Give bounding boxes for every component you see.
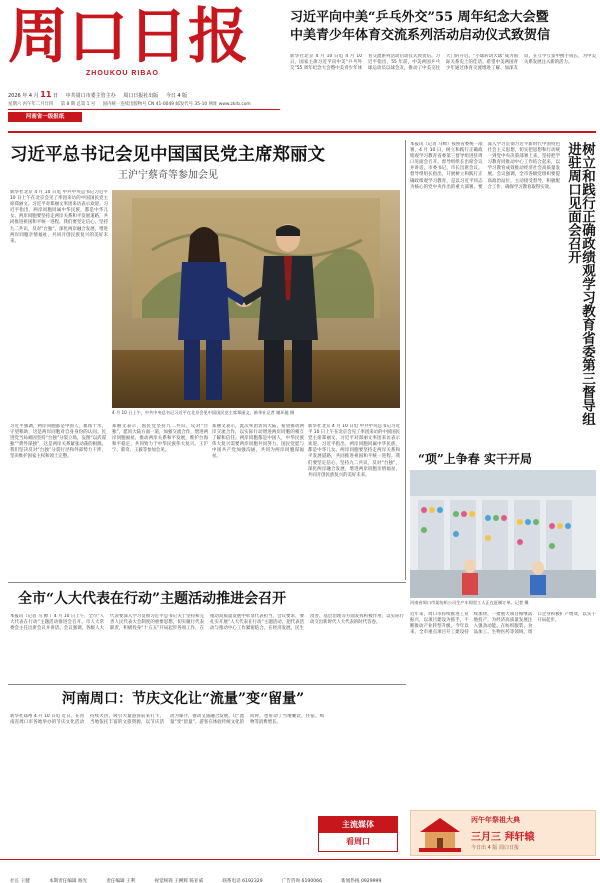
footer-item: 广告咨询 6190066 <box>281 879 323 883</box>
spring-headline: “项”上争春 实干开局 <box>418 452 532 466</box>
lead-photo-image <box>112 190 400 408</box>
masthead-logo: 周口日报 <box>8 2 248 72</box>
provincial-tag: 河南省一级报纸 <box>8 112 82 122</box>
mainstream-media-badge <box>318 816 398 852</box>
column-divider <box>405 140 406 580</box>
right-col-headline: 树立和践行正确政绩观学习教育省委第三督导组进驻周口见面会召开 <box>565 142 595 426</box>
issue-number: 第 8 期 总第 1 号 <box>60 102 96 107</box>
lead-photo-caption: 4 月 10 日上午，中共中央总书记习近平在北京会见中国国民党主席郑丽文。新华社记者 谢环驰 摄 <box>112 410 295 415</box>
badge-line-1: 主流媒体 <box>319 817 397 833</box>
lead-subtitle: 王沪宁蔡奇等参加会见 <box>118 170 218 181</box>
header-divider <box>8 131 596 133</box>
lead-photo <box>112 190 400 408</box>
footer-bar <box>0 859 600 883</box>
masthead-rule <box>8 109 280 110</box>
footer-item: 新闻热线 0929999 <box>341 879 382 883</box>
travel-top-rule <box>8 684 406 685</box>
lead-headline: 习近平总书记会见中国国民党主席郑丽文 <box>10 145 325 165</box>
lead-body-col4: 郑丽文表示，此次率团访问大陆，希望推动两岸交流合作，以实际行动增进两岸同胞的相互了解和信任。两岸同胞都是中国人，中华民族伟大复兴需要两岸同胞共同努力。国民党愿与中国共产党加强沟通，共同为两岸同胞谋福祉。 <box>212 424 304 460</box>
festival-banner <box>410 810 596 856</box>
footer-item: 本期责任编辑 杨光 <box>48 879 88 883</box>
banner-top-text: 丙午年祭祖大典 <box>471 816 520 824</box>
footer-items <box>10 867 395 883</box>
travel-headline: 河南周口：节庆文化让“流量”变“留量” <box>62 691 305 707</box>
footer-item: 联系电话 6192329 <box>222 879 263 883</box>
npc-top-rule <box>8 582 406 583</box>
org-line3: 今日 4 版 <box>165 93 188 99</box>
spring-photo-caption: 河南省周口市某纺织公司生产车间里工人正在赶制订单。记者 摄 <box>410 600 529 605</box>
date-day: 11 <box>40 90 52 99</box>
date-lunar-line <box>8 101 251 107</box>
lead-body-col3: 郑丽文表示，国民党坚持九二共识、反对“台独”，愿同大陆方面一道，加强交流合作，增进两岸同胞福祉，推动两岸关系和平发展，维护台海和平稳定，共同致力于中华民族伟大复兴。王沪宁、蔡奇、王毅等参加会见。 <box>112 424 208 454</box>
npc-body: 本报讯（记者 马 帅 ）4 月 10 日上午，全市“人大代表在行动”主题活动推进会召开。市人大常委会主任出席会议并讲话。会议强调，各级人大代表要深入学习贯彻习近平总书记关于坚持和完善人民代表大会制度的重要思想，切实履行代表职责，积极投身“十五五”开局起步各项工作，在推动高质量发展中彰显代表担当。会议要求，要扎实开展“人大代表在行动”主题活动，把代表活动与推动中心工作紧密结合，在经济发展、民生改善、基层治理等方面发挥积极作用，以实际行动交出新时代人大代表的时代答卷。 <box>10 614 404 632</box>
temple-icon <box>415 812 465 856</box>
footer-item: 责任编辑 王利 <box>106 879 136 883</box>
date-line <box>8 90 187 99</box>
top-news-headline-1: 习近平向中美“乒乓外交”55 周年纪念大会暨 <box>290 10 549 25</box>
right-col-body: 本报讯（记者 马帅）按照省委统一部署，4 月 10 日，树立和践行正确政绩观学习教育省委第三督导组进驻周口见面会召开。督导组组长出席会议并讲话，市委书记、市长出席会议。督导组组长指出，开展树立和践行正确政绩观学习教育，是以习近平同志为核心的党中央作出的重大部署。要深入学习贯彻习近平新时代中国特色社会主义思想，切实把思想和行动统一到党中央决策部署上来，坚持把学习教育同推动中心工作结合起来，以学习教育成效推动经济社会高质量发展。会议强调，全市各级党组织要提高政治站位，主动接受督导，积极配合工作，确保学习教育取得实效。 <box>410 142 560 190</box>
top-news-body: 新华社北京 4 月 10 日电 4 月 10 日，国家主席习近平向中美“乒乓外交”55 周年纪念大会暨中美青少年体育交流系列活动启动仪式致贺信。习近平指出，55 年前，中美两国乒乓球运动员以球会友，推动了中美交往大门的开启。“小球转动大球”成为国际关系史上的佳话。希望中美两国青少年通过体育交流增进了解、加深友谊，在互学互鉴中携手成长，为中美关系发展注入新的活力。 <box>290 54 596 72</box>
travel-body: 新华社郑州 4 月 10 日电 近日，在河南省周口市各地举办的节庆文化活动持续火热，吸引大量游客前来打卡。当地依托丰富的文旅资源，以节庆活动为媒介，推动文旅融合发展，让“流量”变“留量”。游客在体验传统文化的同时，也带动了当地餐饮、住宿、购物等消费增长。 <box>10 714 324 726</box>
lead-body-col5: 新华社北京 4 月 10 日电 中共中央总书记习近平 10 日上午在北京会见了率团来访的中国国民党主席郑丽文。习近平对郑丽文率团来访表示欢迎。习近平指出，两岸同胞同属中华民族，都是中华儿女。两岸同胞要坚持走两岸关系和平发展道路，共同推进祖国和平统一进程。我们要坚定信心，坚持九二共识，反对“台独”，深化两岸融合发展，增进两岸同胞亲情福祉，共同开创民族复兴的美好未来。 <box>308 424 400 478</box>
footer-item: 视觉统筹 王柳辉 陈亚威 <box>154 879 204 883</box>
date-suffix: 日 <box>53 93 59 99</box>
date-prefix: 2026 年 4 月 <box>8 93 39 99</box>
lunar-date: 星期六 丙午年二月廿四 <box>8 102 54 107</box>
masthead-pinyin: ZHOUKOU RIBAO <box>86 70 159 77</box>
footer-item: 社长 王健 <box>10 879 30 883</box>
lead-body-col2: 习近平强调，两岸同胞都是中国人，血浓于水，守望相助，这是两岸同胞对自身身份的认同。民进党当局顽固坚持“台独”分裂立场，妄图“以武谋独”“倚外谋独”，这是两岸关系紧张动荡的根源。我们坚决反对“台独”分裂行径和外部势力干涉，坚决维护国家主权和领土完整。 <box>10 424 106 460</box>
spring-photo <box>410 470 596 598</box>
right-bottom-body: 近年来，周口市持续推进工业振兴，以项目建设为抓手，不断推动产业转型升级。今年以来，全市重点项目开工建设持续加快，一批重大项目相继落地投产，为经济高质量发展注入强劲动能。在纺织服装、食品加工、生物医药等领域，周口企业积极扩产增效，以实干开局起步。 <box>410 612 596 636</box>
cn-number: 国内统一连续出版物号 CN 41-0049 邮发代号 35-10 网址 www.zkrb.com <box>102 102 251 107</box>
banner-bottom-text: 今日出 4 版 周口日报 <box>471 845 519 851</box>
badge-line-2: 看周口 <box>346 837 370 846</box>
org-line1: 中共周口市委主管主办 <box>65 93 116 99</box>
banner-mid-text: 三月三 拜轩辕 <box>471 832 535 843</box>
lead-body-col1: 新华社北京 4 月 10 日电 中共中央总书记习近平 10 日上午在北京会见了率团来访的中国国民党主席郑丽文。习近平对郑丽文率团来访表示欢迎。习近平指出，两岸同胞同属中华民族，都是中华儿女。两岸同胞要坚持走两岸关系和平发展道路，共同推进祖国和平统一进程。我们要坚定信心，坚持九二共识，反对“台独”，深化两岸融合发展，增进两岸同胞亲情福祉，共同开创民族复兴的美好未来。 <box>10 190 108 244</box>
npc-headline: 全市“人大代表在行动”主题活动推进会召开 <box>18 591 287 607</box>
top-news-headline-2: 中美青少年体育交流系列活动启动仪式致贺信 <box>290 28 551 43</box>
factory-photo-image <box>410 470 596 598</box>
org-line2: 周口日报社出版 <box>123 93 159 99</box>
